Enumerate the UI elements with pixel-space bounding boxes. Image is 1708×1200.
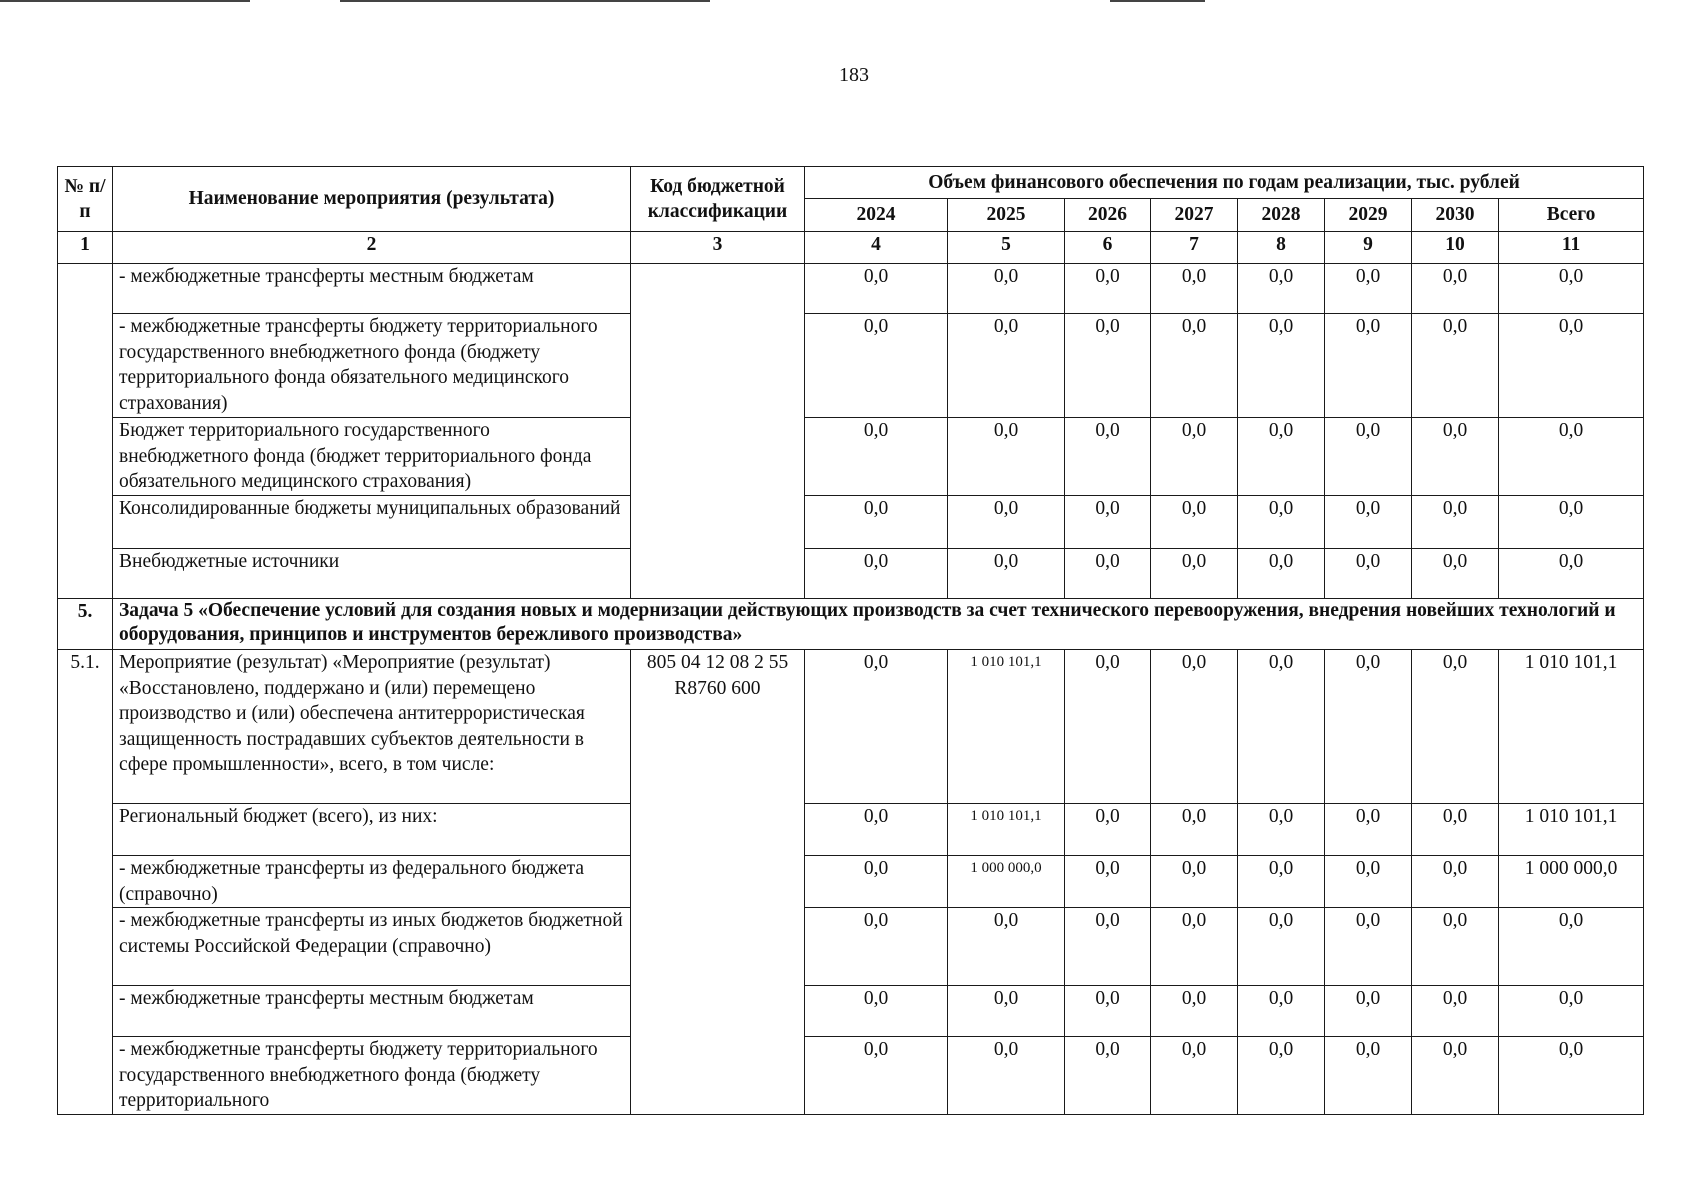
value-cell: 0,0 xyxy=(1412,314,1499,418)
row-name: - межбюджетные трансферты бюджету территориального государственного внебюджетного фонда (бюджету территориального фонда обязательного медицинского страхования) xyxy=(113,314,631,418)
value-cell: 1 000 000,0 xyxy=(948,856,1065,908)
total-cell: 0,0 xyxy=(1499,549,1644,599)
value-cell: 0,0 xyxy=(948,418,1065,496)
scan-edge-line xyxy=(0,0,250,2)
value-cell: 0,0 xyxy=(805,549,948,599)
column-numbers-row xyxy=(58,232,1644,264)
value-cell: 0,0 xyxy=(1238,418,1325,496)
value-cell: 0,0 xyxy=(948,908,1065,986)
value-cell: 0,0 xyxy=(1325,496,1412,549)
row-name: Внебюджетные источники xyxy=(113,549,631,599)
header-volume: Объем финансового обеспечения по годам реализации, тыс. рублей xyxy=(805,167,1644,199)
total-cell: 0,0 xyxy=(1499,1037,1644,1115)
header-row xyxy=(58,167,1644,199)
value-cell: 0,0 xyxy=(805,856,948,908)
value-cell: 0,0 xyxy=(1238,986,1325,1037)
value-cell: 0,0 xyxy=(1325,418,1412,496)
row-name: - межбюджетные трансферты бюджету территориального государственного внебюджетного фонда (бюджету территориального xyxy=(113,1037,631,1115)
value-cell: 0,0 xyxy=(948,1037,1065,1115)
value-cell: 0,0 xyxy=(1412,856,1499,908)
value-cell: 0,0 xyxy=(1065,314,1151,418)
value-cell: 0,0 xyxy=(805,264,948,314)
value-cell: 0,0 xyxy=(1151,986,1238,1037)
header-year: 2028 xyxy=(1238,199,1325,232)
task-number: 5. xyxy=(58,599,113,650)
value-cell: 0,0 xyxy=(1065,1037,1151,1115)
value-cell: 0,0 xyxy=(805,314,948,418)
value-cell: 0,0 xyxy=(805,1037,948,1115)
value-cell: 0,0 xyxy=(1151,418,1238,496)
column-number: 2 xyxy=(113,232,631,264)
row-name: - межбюджетные трансферты из иных бюджетов бюджетной системы Российской Федерации (справочно) xyxy=(113,908,631,986)
value-cell: 0,0 xyxy=(1325,314,1412,418)
column-number: 10 xyxy=(1412,232,1499,264)
column-number: 5 xyxy=(948,232,1065,264)
value-cell: 1 010 101,1 xyxy=(948,804,1065,856)
column-number: 8 xyxy=(1238,232,1325,264)
row-name: - межбюджетные трансферты местным бюджетам xyxy=(113,986,631,1037)
value-cell: 0,0 xyxy=(1151,549,1238,599)
value-cell: 0,0 xyxy=(1325,549,1412,599)
value-cell: 0,0 xyxy=(1325,650,1412,804)
total-cell: 0,0 xyxy=(1499,496,1644,549)
total-cell: 0,0 xyxy=(1499,418,1644,496)
header-num: № п/п xyxy=(58,167,113,232)
value-cell: 0,0 xyxy=(1325,1037,1412,1115)
value-cell: 0,0 xyxy=(1065,986,1151,1037)
total-cell: 0,0 xyxy=(1499,264,1644,314)
table-row xyxy=(58,908,1644,986)
column-number: 11 xyxy=(1499,232,1644,264)
header-code: Код бюджетной классификации xyxy=(631,167,805,232)
value-cell: 0,0 xyxy=(805,908,948,986)
row-name: Региональный бюджет (всего), из них: xyxy=(113,804,631,856)
value-cell: 0,0 xyxy=(1238,549,1325,599)
total-cell: 1 000 000,0 xyxy=(1499,856,1644,908)
value-cell: 0,0 xyxy=(1151,496,1238,549)
table-row xyxy=(58,986,1644,1037)
value-cell: 0,0 xyxy=(1065,264,1151,314)
value-cell: 0,0 xyxy=(1238,264,1325,314)
table-row xyxy=(58,650,1644,804)
value-cell: 0,0 xyxy=(1151,804,1238,856)
value-cell: 0,0 xyxy=(1412,650,1499,804)
value-cell: 0,0 xyxy=(1065,549,1151,599)
value-cell: 0,0 xyxy=(948,549,1065,599)
header-total: Всего xyxy=(1499,199,1644,232)
value-cell: 0,0 xyxy=(948,314,1065,418)
value-cell: 0,0 xyxy=(1238,856,1325,908)
value-cell: 1 010 101,1 xyxy=(948,650,1065,804)
page-number: 183 xyxy=(839,64,869,86)
value-cell: 0,0 xyxy=(1151,856,1238,908)
value-cell: 0,0 xyxy=(1065,804,1151,856)
value-cell: 0,0 xyxy=(1238,496,1325,549)
value-cell: 0,0 xyxy=(1238,314,1325,418)
value-cell: 0,0 xyxy=(1412,804,1499,856)
table-row xyxy=(58,418,1644,496)
value-cell: 0,0 xyxy=(1412,496,1499,549)
value-cell: 0,0 xyxy=(1238,908,1325,986)
header-year: 2027 xyxy=(1151,199,1238,232)
financing-table xyxy=(57,166,1644,1115)
scan-edge-line xyxy=(1110,0,1205,2)
value-cell: 0,0 xyxy=(1065,908,1151,986)
total-cell: 0,0 xyxy=(1499,314,1644,418)
column-number: 4 xyxy=(805,232,948,264)
row-name: Консолидированные бюджеты муниципальных образований xyxy=(113,496,631,549)
table-row xyxy=(58,264,1644,314)
column-number: 1 xyxy=(58,232,113,264)
value-cell: 0,0 xyxy=(948,264,1065,314)
column-number: 7 xyxy=(1151,232,1238,264)
value-cell: 0,0 xyxy=(805,650,948,804)
value-cell: 0,0 xyxy=(1151,650,1238,804)
total-cell: 0,0 xyxy=(1499,986,1644,1037)
table-row xyxy=(58,549,1644,599)
header-year: 2025 xyxy=(948,199,1065,232)
value-cell: 0,0 xyxy=(805,418,948,496)
value-cell: 0,0 xyxy=(1065,418,1151,496)
value-cell: 0,0 xyxy=(1412,1037,1499,1115)
row-number-cell: 5.1. xyxy=(58,650,113,1115)
table-row xyxy=(58,1037,1644,1115)
total-cell: 0,0 xyxy=(1499,908,1644,986)
value-cell: 0,0 xyxy=(805,804,948,856)
row-name: Бюджет территориального государственного внебюджетного фонда (бюджет территориального фонда обязательного медицинского страхования) xyxy=(113,418,631,496)
header-name: Наименование мероприятия (результата) xyxy=(113,167,631,232)
column-number: 6 xyxy=(1065,232,1151,264)
header-year: 2026 xyxy=(1065,199,1151,232)
task-title: Задача 5 «Обеспечение условий для создания новых и модернизации действующих производств за счет технического перевооружения, внедрения новейших технологий и оборудования, принципов и инструментов бережливого производства» xyxy=(113,599,1644,650)
value-cell: 0,0 xyxy=(1325,856,1412,908)
row-name: - межбюджетные трансферты из федерального бюджета (справочно) xyxy=(113,856,631,908)
value-cell: 0,0 xyxy=(948,986,1065,1037)
code-cell xyxy=(631,264,805,599)
value-cell: 0,0 xyxy=(805,496,948,549)
task-row xyxy=(58,599,1644,650)
value-cell: 0,0 xyxy=(1325,908,1412,986)
value-cell: 0,0 xyxy=(1151,908,1238,986)
table-row xyxy=(58,856,1644,908)
value-cell: 0,0 xyxy=(805,986,948,1037)
value-cell: 0,0 xyxy=(1412,418,1499,496)
value-cell: 0,0 xyxy=(948,496,1065,549)
value-cell: 0,0 xyxy=(1238,650,1325,804)
value-cell: 0,0 xyxy=(1065,856,1151,908)
row-name: Мероприятие (результат) «Мероприятие (результат) «Восстановлено, поддержано и (или) перемещено производство и (или) обеспечена антитеррористическая защищенность пострадавших субъектов деятельности в сфере промышленности», всего, в том числе: xyxy=(113,650,631,804)
value-cell: 0,0 xyxy=(1412,549,1499,599)
table-row xyxy=(58,804,1644,856)
header-year: 2029 xyxy=(1325,199,1412,232)
value-cell: 0,0 xyxy=(1412,264,1499,314)
value-cell: 0,0 xyxy=(1412,908,1499,986)
value-cell: 0,0 xyxy=(1325,986,1412,1037)
table-row xyxy=(58,496,1644,549)
value-cell: 0,0 xyxy=(1412,986,1499,1037)
value-cell: 0,0 xyxy=(1151,1037,1238,1115)
row-name: - межбюджетные трансферты местным бюджетам xyxy=(113,264,631,314)
value-cell: 0,0 xyxy=(1065,496,1151,549)
row-number-cell xyxy=(58,264,113,599)
header-year: 2024 xyxy=(805,199,948,232)
value-cell: 0,0 xyxy=(1325,264,1412,314)
value-cell: 0,0 xyxy=(1325,804,1412,856)
table-row xyxy=(58,314,1644,418)
column-number: 3 xyxy=(631,232,805,264)
value-cell: 0,0 xyxy=(1151,264,1238,314)
value-cell: 0,0 xyxy=(1238,1037,1325,1115)
value-cell: 0,0 xyxy=(1151,314,1238,418)
value-cell: 0,0 xyxy=(1238,804,1325,856)
value-cell: 0,0 xyxy=(1065,650,1151,804)
header-year: 2030 xyxy=(1412,199,1499,232)
total-cell: 1 010 101,1 xyxy=(1499,650,1644,804)
column-number: 9 xyxy=(1325,232,1412,264)
total-cell: 1 010 101,1 xyxy=(1499,804,1644,856)
budget-code: 805 04 12 08 2 55 R8760 600 xyxy=(631,650,805,1115)
scan-edge-line xyxy=(340,0,710,2)
